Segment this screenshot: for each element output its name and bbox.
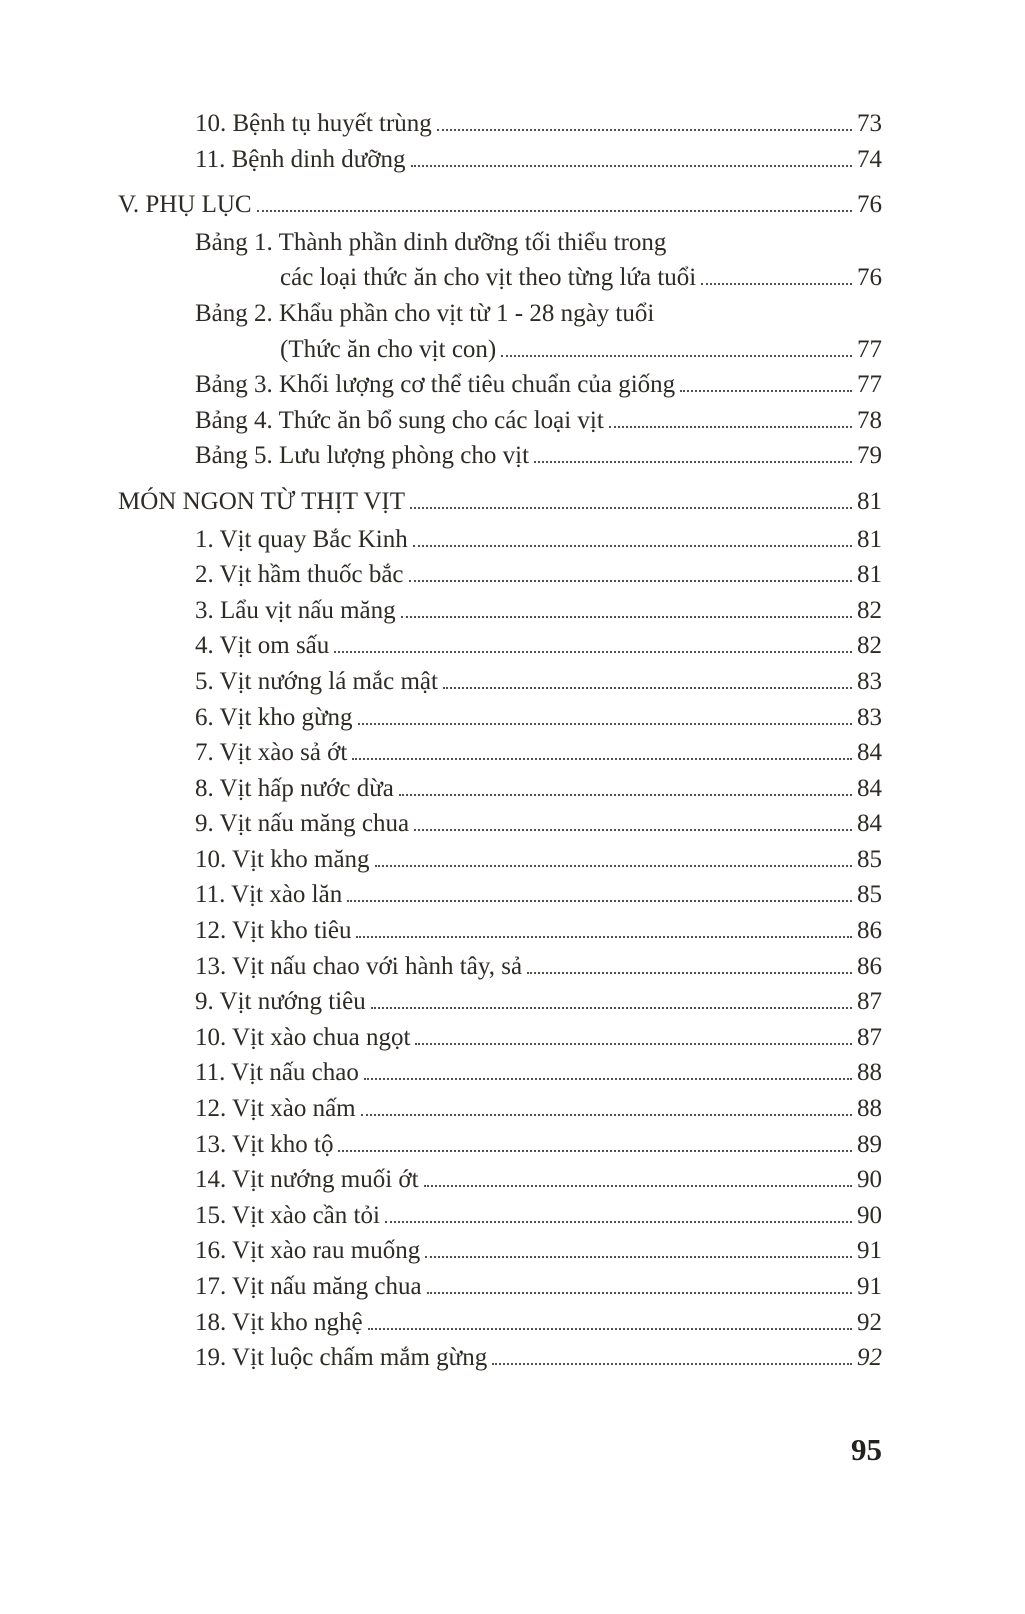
- toc-page-number: 92: [857, 1308, 882, 1336]
- toc-page-number: 81: [857, 487, 882, 515]
- toc-page-number: 82: [857, 596, 882, 624]
- toc-entry: [118, 1055, 882, 1091]
- toc-entry: [118, 1091, 882, 1127]
- toc-page-number: 83: [857, 667, 882, 695]
- toc-entry-text: Bảng 5. Lưu lượng phòng cho vịt: [195, 442, 530, 470]
- dot-leader: [411, 165, 852, 167]
- toc-entry: [118, 403, 882, 439]
- dot-leader: [501, 355, 852, 357]
- toc-page-number: 92: [857, 1344, 882, 1372]
- toc-entry: [118, 1127, 882, 1163]
- toc-entry: [118, 735, 882, 771]
- dot-leader: [409, 580, 852, 582]
- toc-entry: [118, 1162, 882, 1198]
- toc-page-number: 90: [857, 1201, 882, 1229]
- dot-leader: [414, 829, 852, 831]
- toc-entry: [118, 296, 882, 332]
- toc-page-number: 85: [857, 881, 882, 909]
- toc-entry-text: 17. Vịt nấu măng chua: [195, 1273, 422, 1300]
- toc-page-number: 85: [857, 845, 882, 873]
- toc-entry: [118, 593, 882, 629]
- dot-leader: [413, 545, 852, 547]
- toc-page-number: 90: [857, 1166, 882, 1194]
- dot-leader: [352, 758, 852, 760]
- dot-leader: [437, 129, 852, 131]
- dot-leader: [401, 616, 852, 618]
- toc-entry-text: 12. Vịt xào nấm: [195, 1095, 356, 1123]
- dot-leader: [527, 972, 852, 974]
- toc-entry-text: 8. Vịt hấp nước dừa: [195, 774, 394, 802]
- toc-page-number: 83: [857, 703, 882, 731]
- page-footer-number: 95: [851, 1431, 882, 1467]
- toc-entry-text: 10. Vịt xào chua ngọt: [195, 1023, 411, 1051]
- dot-leader: [368, 1328, 852, 1330]
- toc-entry: [118, 332, 882, 368]
- toc-entry-text: 13. Vịt kho tộ: [195, 1130, 334, 1158]
- toc-page-number: 77: [857, 335, 882, 363]
- toc-page-number: 87: [857, 1023, 882, 1051]
- toc-entry-text: Bảng 4. Thức ăn bổ sung cho các loại vịt: [195, 406, 604, 434]
- toc-entry-text: 15. Vịt xào cần tỏi: [195, 1201, 380, 1229]
- dot-leader: [424, 1185, 852, 1187]
- toc-entry-text: MÓN NGON TỪ THỊT VỊT: [118, 487, 405, 515]
- toc-entry-text: 2. Vịt hầm thuốc bắc: [195, 561, 404, 589]
- toc-entry-text: 5. Vịt nướng lá mắc mật: [195, 667, 438, 695]
- toc-entry-text: 11. Vịt nấu chao: [195, 1059, 359, 1087]
- toc-page-number: 89: [857, 1130, 882, 1158]
- toc-page-number: 82: [857, 632, 882, 660]
- toc-entry-text: Bảng 2. Khẩu phần cho vịt từ 1 - 28 ngày tuổi: [195, 299, 655, 327]
- dot-leader: [427, 1292, 852, 1294]
- dot-leader: [358, 723, 852, 725]
- dot-leader: [371, 1007, 852, 1009]
- toc-page-number: 73: [857, 110, 882, 137]
- toc-entry-text: Bảng 1. Thành phần dinh dưỡng tối thiểu trong: [195, 228, 667, 256]
- toc-entry: [118, 484, 882, 520]
- toc-entry: [118, 949, 882, 985]
- toc-list: [118, 106, 882, 1376]
- dot-leader: [680, 390, 852, 392]
- toc-entry: [118, 1305, 882, 1341]
- dot-leader: [701, 283, 852, 285]
- toc-entry-text: 6. Vịt kho gừng: [195, 703, 353, 731]
- toc-entry: [118, 438, 882, 474]
- toc-entry-text: 1. Vịt quay Bắc Kinh: [195, 525, 408, 553]
- dot-leader: [410, 507, 852, 509]
- toc-entry: [118, 225, 882, 261]
- toc-page-number: 84: [857, 739, 882, 767]
- toc-page-number: 88: [857, 1095, 882, 1123]
- toc-entry: [118, 913, 882, 949]
- toc-entry-text: 14. Vịt nướng muối ớt: [195, 1166, 419, 1194]
- toc-entry: [118, 557, 882, 593]
- toc-entry-text: V. PHỤ LỤC: [118, 191, 252, 219]
- dot-leader: [415, 1043, 852, 1045]
- toc-page-number: 91: [857, 1273, 882, 1300]
- toc-page-number: 86: [857, 917, 882, 945]
- dot-leader: [534, 461, 852, 463]
- toc-page-number: 76: [857, 191, 882, 219]
- toc-entry: [118, 700, 882, 736]
- toc-entry-text: 11. Vịt xào lăn: [195, 881, 343, 909]
- toc-page-number: 84: [857, 774, 882, 802]
- dot-leader: [257, 210, 852, 212]
- toc-entry: [118, 1340, 882, 1376]
- toc-entry-text: (Thức ăn cho vịt con): [280, 335, 497, 363]
- dot-leader: [334, 651, 852, 653]
- toc-entry: [118, 522, 882, 558]
- toc-entry: [118, 842, 882, 878]
- toc-entry-text: 18. Vịt kho nghệ: [195, 1308, 363, 1336]
- toc-page-number: 77: [857, 371, 882, 399]
- toc-page-number: 78: [857, 406, 882, 434]
- toc-entry-text: 13. Vịt nấu chao với hành tây, sả: [195, 952, 523, 980]
- dot-leader: [361, 1114, 852, 1116]
- dot-leader: [356, 936, 852, 938]
- toc-entry: [118, 142, 882, 178]
- toc-entry-text: 10. Bệnh tụ huyết trùng: [195, 110, 432, 137]
- toc-entry-text: Bảng 3. Khối lượng cơ thể tiêu chuẩn của giống: [195, 371, 676, 399]
- toc-page-number: 81: [857, 561, 882, 589]
- toc-page-number: 74: [857, 145, 882, 173]
- dot-leader: [425, 1256, 852, 1258]
- dot-leader: [609, 426, 852, 428]
- dot-leader: [338, 1150, 852, 1152]
- toc-page-number: 87: [857, 988, 882, 1016]
- dot-leader: [347, 900, 852, 902]
- toc-entry: [118, 1020, 882, 1056]
- toc-entry-text: 4. Vịt om sấu: [195, 632, 330, 660]
- toc-page-number: 79: [857, 442, 882, 470]
- toc-entry-text: 11. Bệnh dinh dưỡng: [195, 145, 406, 173]
- toc-entry: [118, 367, 882, 403]
- toc-entry: [118, 106, 882, 142]
- toc-entry-text: 16. Vịt xào rau muống: [195, 1237, 421, 1265]
- toc-entry: [118, 1269, 882, 1305]
- dot-leader: [443, 687, 852, 689]
- toc-entry-text: 7. Vịt xào sả ớt: [195, 739, 348, 767]
- dot-leader: [375, 865, 852, 867]
- toc-entry: [118, 260, 882, 296]
- dot-leader: [364, 1078, 852, 1080]
- toc-entry: [118, 771, 882, 807]
- toc-entry-text: 12. Vịt kho tiêu: [195, 917, 352, 945]
- toc-entry: [118, 984, 882, 1020]
- toc-entry: [118, 1198, 882, 1234]
- toc-page-number: 76: [857, 264, 882, 292]
- toc-page-number: 81: [857, 525, 882, 553]
- toc-page-number: 91: [857, 1237, 882, 1265]
- dot-leader: [492, 1363, 852, 1365]
- toc-entry-text: 9. Vịt nướng tiêu: [195, 988, 366, 1016]
- dot-leader: [399, 794, 852, 796]
- toc-page-number: 86: [857, 952, 882, 980]
- toc-page-number: 88: [857, 1059, 882, 1087]
- toc-entry: [118, 1233, 882, 1269]
- toc-entry-text: 9. Vịt nấu măng chua: [195, 810, 410, 838]
- toc-entry-text: các loại thức ăn cho vịt theo từng lứa tuổi: [280, 264, 697, 292]
- toc-entry: [118, 877, 882, 913]
- toc-entry-text: 3. Lẩu vịt nấu măng: [195, 596, 396, 624]
- toc-entry: [118, 628, 882, 664]
- toc-entry-text: 19. Vịt luộc chấm mắm gừng: [195, 1344, 488, 1372]
- dot-leader: [385, 1221, 852, 1223]
- toc-page-number: 84: [857, 810, 882, 838]
- toc-entry: [118, 806, 882, 842]
- toc-entry: [118, 664, 882, 700]
- toc-entry: [118, 187, 882, 223]
- toc-entry-text: 10. Vịt kho măng: [195, 845, 370, 873]
